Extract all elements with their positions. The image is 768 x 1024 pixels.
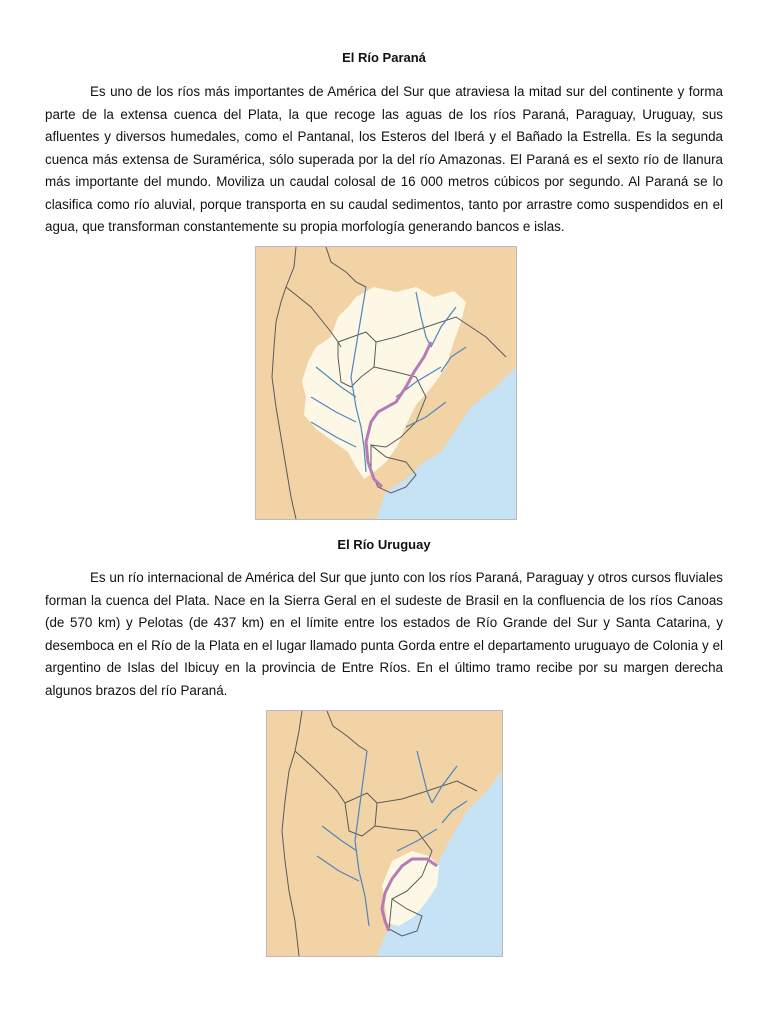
paragraph-uruguay: Es un río internacional de América del Sur que junto con los ríos Paraná, Paraguay y otros cursos fluviales forman la cuenca del Plata. Nace en la Sierra Geral en el sudeste de Brasil en la confluencia de los ríos Canoas (de 570 km) y Pelotas (de 437 km) en el límite entre los estados de Río Grande del Sur y Santa Catarina, y desemboca en el Río de la Plata en el lugar llamado punta Gorda entre el departamento uruguayo de Colonia y el argentino de Islas del Ibicuy en la provincia de Entre Ríos. En el último tramo recibe por su margen derecha algunos brazos del río Paraná.: [45, 570, 723, 698]
section-title-uruguay: El Río Uruguay: [337, 537, 431, 552]
section-title-parana: El Río Paraná: [342, 50, 426, 65]
paragraph-parana: Es uno de los ríos más importantes de América del Sur que atraviesa la mitad sur del continente y forma parte de la extensa cuenca del Plata, la que recoge las aguas de los ríos Paraná, Paraguay, Uruguay, sus afluentes y diversos humedales, como el Pantanal, los Esteros del Iberá y el Bañado la Estrella. Es la segunda cuenca más extensa de Suramérica, sólo superada por la del río Amazonas. El Paraná es el sexto río de llanura más importante del mundo. Moviliza un caudal colosal de 16 000 metros cúbicos por segundo. Al Paraná se lo clasifica como río aluvial, porque transporta en su caudal sedimentos, tanto por arrastre como suspendidos en el agua, que transforman constantemente su propia morfología generando bancos e islas.: [45, 84, 723, 234]
parana-basin-map: [255, 246, 517, 520]
uruguay-basin-map: [266, 710, 503, 957]
